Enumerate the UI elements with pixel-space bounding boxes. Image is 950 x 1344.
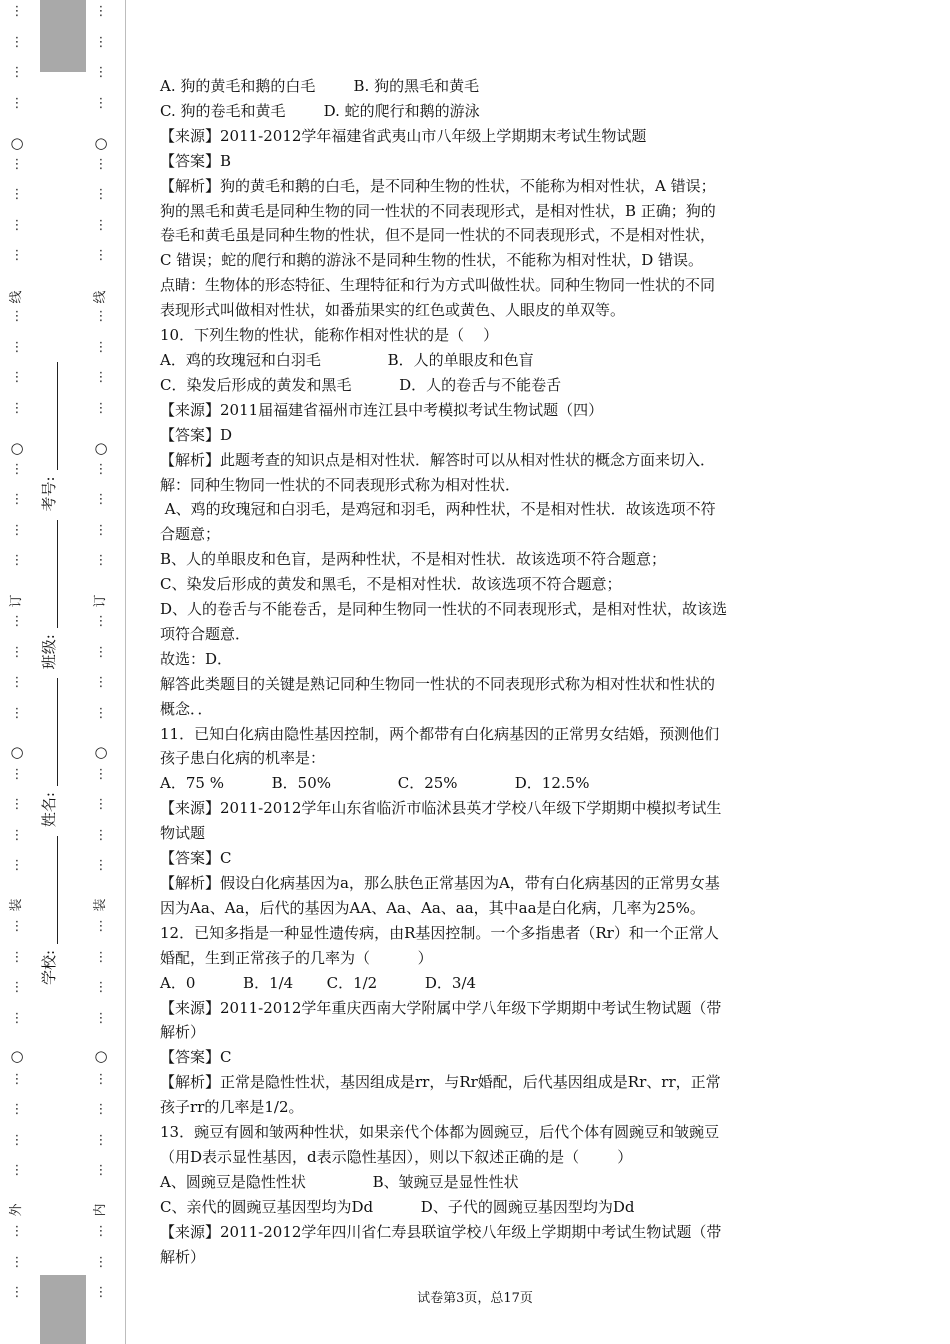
text-line: 项符合题意． <box>160 624 251 643</box>
dot-mark: ⋮ <box>94 766 108 782</box>
name-blank[interactable] <box>43 678 58 786</box>
binding-char: 外 <box>9 1203 24 1217</box>
class-blank[interactable] <box>43 520 58 628</box>
text-line: 10．下列生物的性状，能称作相对性状的是（ ） <box>160 326 499 345</box>
circle-mark: ○ <box>94 134 108 152</box>
dot-mark: ⋮ <box>94 248 108 263</box>
inner-dot-column <box>86 0 116 1344</box>
dot-mark: ⋮ <box>10 797 24 812</box>
dot-mark: ⋮ <box>94 644 108 660</box>
dot-mark: ⋮ <box>10 1254 24 1270</box>
inner-binding-gutter <box>86 0 116 1344</box>
dot-mark: ⋮ <box>94 1010 108 1026</box>
dot-mark: ⋮ <box>94 1132 108 1148</box>
text-line: C、染发后形成的黄发和黑毛，不是相对性状．故该选项不符合题意； <box>160 575 622 594</box>
dot-mark: ⋮ <box>10 34 24 50</box>
dot-mark: ⋮ <box>10 766 24 782</box>
dot-mark: ⋮ <box>94 492 108 507</box>
dot-mark: ⋮ <box>10 217 24 233</box>
text-line: 故选：D． <box>160 649 233 668</box>
dot-mark: ⋮ <box>10 1163 24 1178</box>
dot-mark: ⋮ <box>94 675 108 690</box>
text-line: 解析） <box>160 1247 206 1266</box>
dot-mark: ⋮ <box>94 400 108 416</box>
dot-mark: ⋮ <box>10 187 24 202</box>
dot-mark: ⋮ <box>10 553 24 568</box>
dot-mark: ⋮ <box>94 553 108 568</box>
text-line: （用D表示显性基因，d表示隐性基因），则以下叙述正确的是（ ） <box>160 1147 633 1166</box>
text-line: A．0 B．1/4 C．1/2 D．3/4 <box>160 973 477 992</box>
binding-char: 线 <box>93 290 108 304</box>
dot-mark: ⋮ <box>94 705 108 721</box>
text-line: C．染发后形成的黄发和黑毛 D．人的卷舌与不能卷舌 <box>160 375 562 394</box>
dot-mark: ⋮ <box>94 309 108 324</box>
circle-mark: ○ <box>10 743 24 761</box>
exam-number-blank[interactable] <box>43 362 58 470</box>
dot-mark: ⋮ <box>94 919 108 934</box>
dot-mark: ⋮ <box>94 4 108 19</box>
dot-mark: ⋮ <box>10 461 24 477</box>
text-line: 【来源】2011-2012学年重庆西南大学附属中学八年级下学期期中考试生物试题（带 <box>160 998 722 1017</box>
dot-mark: ⋮ <box>10 675 24 690</box>
dot-mark: ⋮ <box>94 187 108 202</box>
dot-mark: ⋮ <box>10 309 24 324</box>
text-line: 卷毛和黄毛虽是同种生物的性状，但不是同一性状的不同表现形式，不是相对性状， <box>160 226 716 245</box>
dot-mark: ⋮ <box>10 644 24 660</box>
dot-mark: ⋮ <box>10 1102 24 1117</box>
dot-mark: ⋮ <box>94 949 108 965</box>
text-line: A、鸡的玫瑰冠和白羽毛，是鸡冠和羽毛，两种性状，不是相对性状．故该选项不符 <box>160 500 716 519</box>
dot-mark: ⋮ <box>10 1224 24 1239</box>
text-line: B、人的单眼皮和色盲，是两种性状，不是相对性状．故该选项不符合题意； <box>160 550 667 569</box>
text-line: 点睛：生物体的形态特征、生理特征和行为方式叫做性状。同种生物同一性状的不同 <box>160 276 716 295</box>
text-line: D、人的卷舌与不能卷舌，是同种生物同一性状的不同表现形式，是相对性状，故该选 <box>160 600 728 619</box>
text-line: 【来源】2011-2012学年福建省武夷山市八年级上学期期末考试生物试题 <box>160 126 647 145</box>
dot-mark: ⋮ <box>10 248 24 263</box>
circle-mark: ○ <box>94 1047 108 1065</box>
dot-mark: ⋮ <box>94 65 108 80</box>
name-label: 姓名: <box>40 792 58 828</box>
text-line: 解析） <box>160 1023 206 1042</box>
text-line: 解：同种生物同一性状的不同表现形式称为相对性状． <box>160 475 521 494</box>
text-line: 【来源】2011-2012学年四川省仁寿县联谊学校八年级上学期期中考试生物试题（带 <box>160 1222 722 1241</box>
dot-mark: ⋮ <box>94 156 108 172</box>
text-line: 概念．． <box>160 699 213 718</box>
dot-mark: ⋮ <box>10 919 24 934</box>
text-line: 【解析】此题考查的知识点是相对性状．解答时可以从相对性状的概念方面来切入． <box>160 450 716 469</box>
dot-mark: ⋮ <box>94 614 108 629</box>
dot-mark: ⋮ <box>10 4 24 19</box>
dot-mark: ⋮ <box>94 980 108 995</box>
dot-mark: ⋮ <box>94 1071 108 1087</box>
dot-mark: ⋮ <box>94 797 108 812</box>
text-line: 物试题 <box>160 824 206 843</box>
text-line: 11．已知白化病由隐性基因控制，两个都带有白化病基因的正常男女结婚，预测他们 <box>160 724 720 743</box>
dot-mark: ⋮ <box>10 980 24 995</box>
binding-char: 装 <box>9 898 24 912</box>
dot-mark: ⋮ <box>10 339 24 355</box>
text-line: 【答案】D <box>160 425 233 444</box>
dot-mark: ⋮ <box>94 217 108 233</box>
text-line: 孩子患白化病的机率是： <box>160 749 326 768</box>
text-line: C 错误；蛇的爬行和鹅的游泳不是同种生物的性状，不能称为相对性状，D 错误。 <box>160 251 704 270</box>
dot-mark: ⋮ <box>10 65 24 80</box>
dot-mark: ⋮ <box>10 1071 24 1087</box>
dot-mark: ⋮ <box>10 400 24 416</box>
dot-mark: ⋮ <box>10 614 24 629</box>
dot-mark: ⋮ <box>94 1224 108 1239</box>
text-line: C、亲代的圆豌豆基因型均为Dd D、子代的圆豌豆基因型均为Dd <box>160 1197 635 1216</box>
text-line: 婚配，生到正常孩子的几率为（ ） <box>160 948 433 967</box>
dot-mark: ⋮ <box>94 461 108 477</box>
dot-mark: ⋮ <box>10 95 24 111</box>
text-line: C. 狗的卷毛和黄毛 D. 蛇的爬行和鹅的游泳 <box>160 101 480 120</box>
exam-number-label: 考号: <box>40 476 58 512</box>
text-line: 13．豌豆有圆和皱两种性状，如果亲代个体都为圆豌豆，后代个体有圆豌豆和皱豌豆 <box>160 1123 720 1142</box>
binding-char: 线 <box>9 290 24 304</box>
binding-rule <box>125 0 126 1344</box>
text-line: A．75 % B．50% C．25% D．12.5% <box>160 774 590 793</box>
text-line: 【来源】2011届福建省福州市连江县中考模拟考试生物试题（四） <box>160 400 604 419</box>
binding-char: 订 <box>93 594 108 608</box>
text-line: 【答案】C <box>160 1048 232 1067</box>
dot-mark: ⋮ <box>94 858 108 873</box>
text-line: 孩子rr的几率是1/2。 <box>160 1098 304 1117</box>
circle-mark: ○ <box>10 439 24 457</box>
binding-char: 订 <box>9 594 24 608</box>
circle-mark: ○ <box>94 743 108 761</box>
text-line: A. 狗的黄毛和鹅的白毛 B. 狗的黑毛和黄毛 <box>160 77 480 95</box>
dot-mark: ⋮ <box>94 522 108 538</box>
text-line: 狗的黑毛和黄毛是同种生物的同一性状的不同表现形式，是相对性状，B 正确；狗的 <box>160 201 716 220</box>
text-line: 12．已知多指是一种显性遗传病，由R基因控制。一个多指患者（Rr）和一个正常人 <box>160 923 719 942</box>
dot-mark: ⋮ <box>94 1163 108 1178</box>
dot-mark: ⋮ <box>10 949 24 965</box>
outer-binding-gutter <box>0 0 40 1344</box>
dot-mark: ⋮ <box>94 827 108 843</box>
page-footer: 试卷第3页，总17页 <box>417 1291 533 1306</box>
school-blank[interactable] <box>43 836 58 944</box>
dot-mark: ⋮ <box>10 1132 24 1148</box>
text-line: 解答此类题目的关键是熟记同种生物同一性状的不同表现形式称为相对性状和性状的 <box>160 674 716 693</box>
text-line: A、圆豌豆是隐性性状 B、皱豌豆是显性性状 <box>160 1172 519 1191</box>
dot-mark: ⋮ <box>94 1254 108 1270</box>
dot-mark: ⋮ <box>94 1102 108 1117</box>
dot-mark: ⋮ <box>94 95 108 111</box>
text-line: 【答案】B <box>160 151 232 170</box>
dot-mark: ⋮ <box>10 1010 24 1026</box>
dot-mark: ⋮ <box>10 858 24 873</box>
dot-mark: ⋮ <box>94 1285 108 1300</box>
dot-mark: ⋮ <box>10 705 24 721</box>
text-line: 合题意； <box>160 525 221 544</box>
school-label: 学校: <box>40 949 58 985</box>
dot-mark: ⋮ <box>10 522 24 538</box>
dot-mark: ⋮ <box>10 827 24 843</box>
class-label: 班级: <box>40 634 58 670</box>
text-line: 【来源】2011-2012学年山东省临沂市临沭县英才学校八年级下学期期中模拟考试生 <box>160 799 722 818</box>
binding-char: 装 <box>93 898 108 912</box>
circle-mark: ○ <box>94 439 108 457</box>
dot-mark: ⋮ <box>10 492 24 507</box>
dot-mark: ⋮ <box>94 370 108 385</box>
text-line: 【解析】假设白化病基因为a，那么肤色正常基因为A，带有白化病基因的正常男女基 <box>160 874 720 892</box>
document-body <box>160 74 800 1270</box>
dot-mark: ⋮ <box>94 34 108 50</box>
text-line: 表现形式叫做相对性状，如番茄果实的红色或黄色、人眼皮的单双等。 <box>160 301 626 320</box>
outer-dot-column <box>2 0 32 1344</box>
circle-mark: ○ <box>10 1047 24 1065</box>
text-line: 【解析】正常是隐性性状，基因组成是rr，与Rr婚配，后代基因组成是Rr、rr，正常 <box>160 1073 721 1092</box>
text-line: 因为Aa、Aa，后代的基因为AA、Aa、Aa、aa，其中aa是白化病，几率为25%。 <box>160 898 705 917</box>
student-info-fields <box>38 10 78 1310</box>
text-line: 【解析】狗的黄毛和鹅的白毛，是不同种生物的性状，不能称为相对性状，A 错误； <box>160 176 716 195</box>
text-line: A．鸡的玫瑰冠和白羽毛 B．人的单眼皮和色盲 <box>160 350 534 369</box>
binding-char: 内 <box>93 1203 108 1217</box>
dot-mark: ⋮ <box>10 370 24 385</box>
dot-mark: ⋮ <box>94 339 108 355</box>
text-line: 【答案】C <box>160 849 232 868</box>
dot-mark: ⋮ <box>10 1285 24 1300</box>
dot-mark: ⋮ <box>10 156 24 172</box>
circle-mark: ○ <box>10 134 24 152</box>
